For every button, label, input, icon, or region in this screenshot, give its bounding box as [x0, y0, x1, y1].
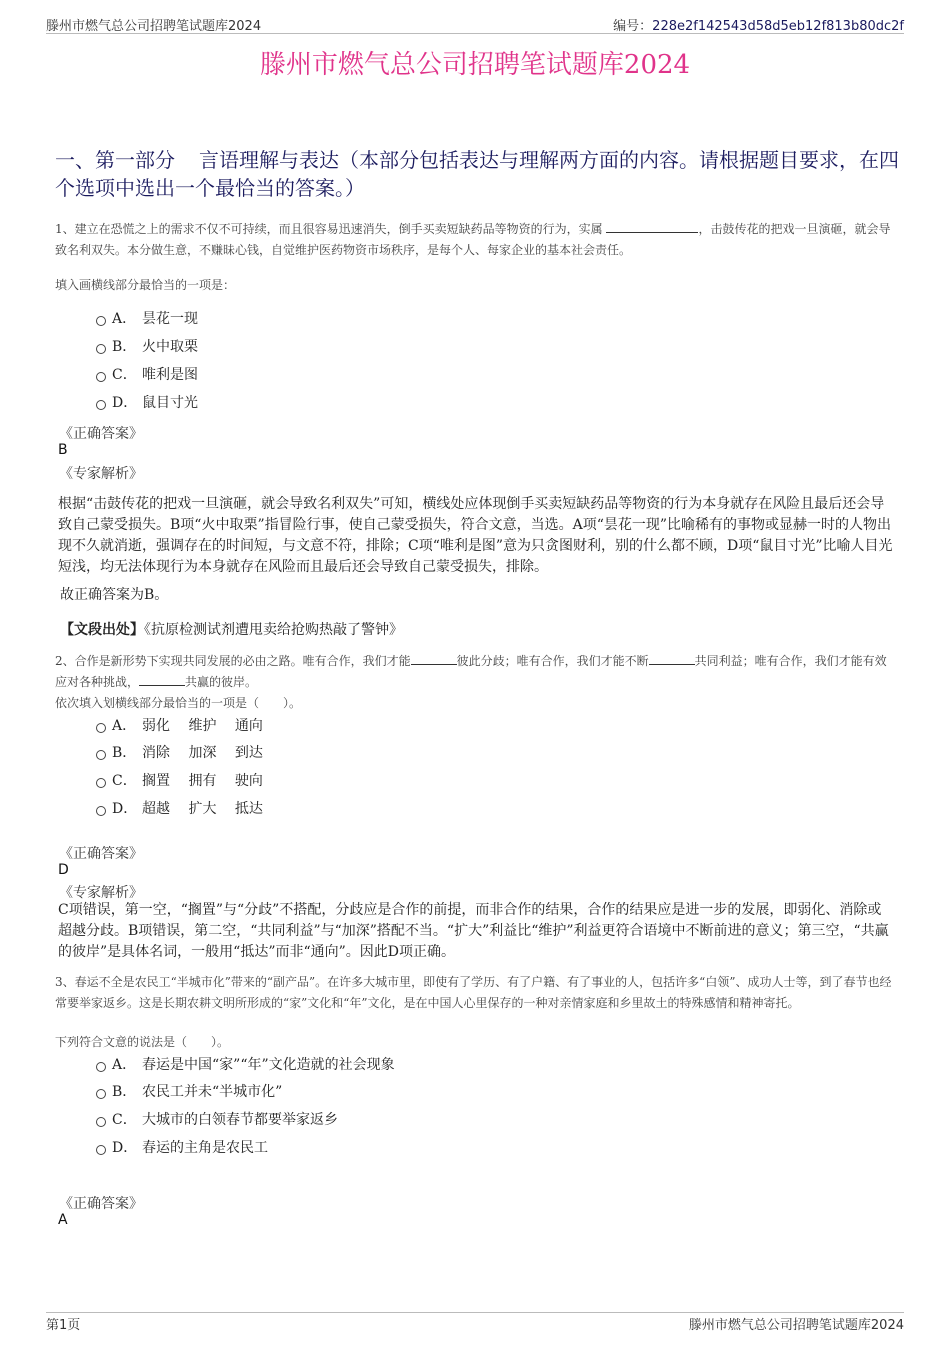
- q3-option-a[interactable]: A． 春运是中国“家”“年”文化造就的社会现象: [96, 1055, 395, 1075]
- q1-option-b[interactable]: B． 火中取栗: [96, 337, 198, 357]
- code-value: 228e2f142543d58d5eb12f813b80dc2f: [652, 19, 904, 34]
- radio-icon[interactable]: [96, 1062, 106, 1072]
- q2-analysis: C项错误，第一空，“搁置”与“分歧”不搭配，分歧应是合作的前提，而非合作的结果，合作的结果应是进一步的发展，即弱化、消除或超越分歧。B项错误，第二空，“共同利益”与“加深”搭配不当。“扩大”利益比“维护”利益更符合语境中不断前进的意义；第三空，“共赢的彼岸”是具体名词，一般用“抵达”而非“通向”。因此D项正确。: [58, 902, 889, 960]
- question-3-text: 3、春运不全是农民工“半城市化”带来的“副产品”。在许多大城市里，即使有了学历、有了户籍、有了事业的人，包括许多“白领”、成功人士等，到了春节也经常要举家返乡。这是长期农耕文明所形成的“家”文化和“年”文化，是在中国人心里保存的一种对亲情家庭和乡里故土的特殊感情和精神寄托。: [55, 975, 892, 1010]
- q1-conclusion: 故正确答案为B。: [60, 587, 169, 603]
- header-doc-title: 滕州市燃气总公司招聘笔试题库2024: [46, 19, 262, 34]
- section-heading: [55, 146, 905, 202]
- radio-icon[interactable]: [96, 750, 106, 760]
- q2-option-b[interactable]: B． 消除 加深 到达: [96, 743, 263, 763]
- header-divider: [46, 33, 904, 34]
- blank-line: [606, 220, 698, 233]
- footer-divider: [46, 1312, 904, 1313]
- footer-doc-title: 滕州市燃气总公司招聘笔试题库2024: [688, 1318, 904, 1333]
- code-label: 编号：: [613, 19, 653, 34]
- question-3-prompt: 下列符合文意的说法是（ ）。: [55, 1035, 230, 1049]
- answer-label: 《正确答案》: [59, 426, 143, 442]
- blank-line: [649, 652, 695, 665]
- q2-option-d[interactable]: D． 超越 扩大 抵达: [96, 799, 263, 819]
- question-2-text: 2、合作是新形势下实现共同发展的必由之路。唯有合作，我们才能 彼此分歧；唯有合作，我们才能不断 共同利益；唯有合作，我们才能有效应对各种挑战， 共赢的彼岸。: [55, 654, 887, 689]
- page-number: 第1页: [46, 1318, 81, 1333]
- blank-line: [411, 652, 457, 665]
- radio-icon[interactable]: [96, 723, 106, 733]
- q3-answer: A: [58, 1212, 68, 1228]
- source-label: 【文段出处】: [60, 622, 144, 638]
- radio-icon[interactable]: [96, 806, 106, 816]
- section-number: 一、第一部分: [55, 148, 175, 172]
- page-title: 滕州市燃气总公司招聘笔试题库2024: [259, 50, 691, 80]
- section-description: 言语理解与表达（本部分包括表达与理解两方面的内容。请根据题目要求，在四个选项中选出一个最恰当的答案。）: [55, 148, 899, 200]
- answer-label: 《正确答案》: [59, 846, 143, 862]
- header-doc-code: [613, 15, 904, 34]
- radio-icon[interactable]: [96, 1117, 106, 1127]
- answer-label: 《正确答案》: [59, 1196, 143, 1212]
- radio-icon[interactable]: [96, 400, 106, 410]
- q3-option-d[interactable]: D． 春运的主角是农民工: [96, 1138, 268, 1158]
- q2-answer: D: [58, 862, 69, 878]
- blank-line: [139, 673, 185, 686]
- q1-source: 【文段出处】《抗原检测试剂遭甩卖给抢购热敲了警钟》: [60, 622, 403, 638]
- q1-option-c[interactable]: C． 唯利是图: [96, 365, 198, 385]
- radio-icon[interactable]: [96, 316, 106, 326]
- q1-analysis: 根据“击鼓传花的把戏一旦演砸，就会导致名利双失”可知，横线处应体现倒手买卖短缺药品等物资的行为本身就存在风险且最后还会导致自己蒙受损失。B项“火中取栗”指冒险行事，使自己蒙受损失，符合文意，当选。A项“昙花一现”比喻稀有的事物或显赫一时的人物出现不久就消逝，强调存在的时间短，与文意不符，排除；C项“唯利是图”意为只贪图财利，别的什么都不顾，D项“鼠目寸光”比喻人目光短浅，均无法体现行为本身就存在风险而且最后还会导致自己蒙受损失，排除。: [58, 496, 893, 575]
- radio-icon[interactable]: [96, 344, 106, 354]
- q1-option-d[interactable]: D． 鼠目寸光: [96, 393, 198, 413]
- q2-option-c[interactable]: C． 搁置 拥有 驶向: [96, 771, 263, 791]
- question-2-prompt: 依次填入划横线部分最恰当的一项是（ ）。: [55, 696, 302, 710]
- q2-option-a[interactable]: A． 弱化 维护 通向: [96, 716, 263, 736]
- analysis-label: 《专家解析》: [59, 885, 143, 901]
- radio-icon[interactable]: [96, 1145, 106, 1155]
- radio-icon[interactable]: [96, 1089, 106, 1099]
- radio-icon[interactable]: [96, 372, 106, 382]
- q1-answer: B: [58, 442, 68, 458]
- q3-option-c[interactable]: C． 大城市的白领春节都要举家返乡: [96, 1110, 338, 1130]
- analysis-label: 《专家解析》: [59, 466, 143, 482]
- q3-option-b[interactable]: B． 农民工并未“半城市化”: [96, 1082, 282, 1102]
- radio-icon[interactable]: [96, 778, 106, 788]
- question-1-prompt: 填入画横线部分最恰当的一项是：: [55, 278, 236, 292]
- q1-option-a[interactable]: A． 昙花一现: [96, 309, 198, 329]
- question-1-text: 1、建立在恐慌之上的需求不仅不可持续，而且很容易迅速消失，倒手买卖短缺药品等物资的行为，实属 ，击鼓传花的把戏一旦演砸，就会导致名利双失。本分做生意，不赚昧心钱，自觉维护医药物资市场秩序，是每个人、每家企业的基本社会责任。: [55, 222, 891, 257]
